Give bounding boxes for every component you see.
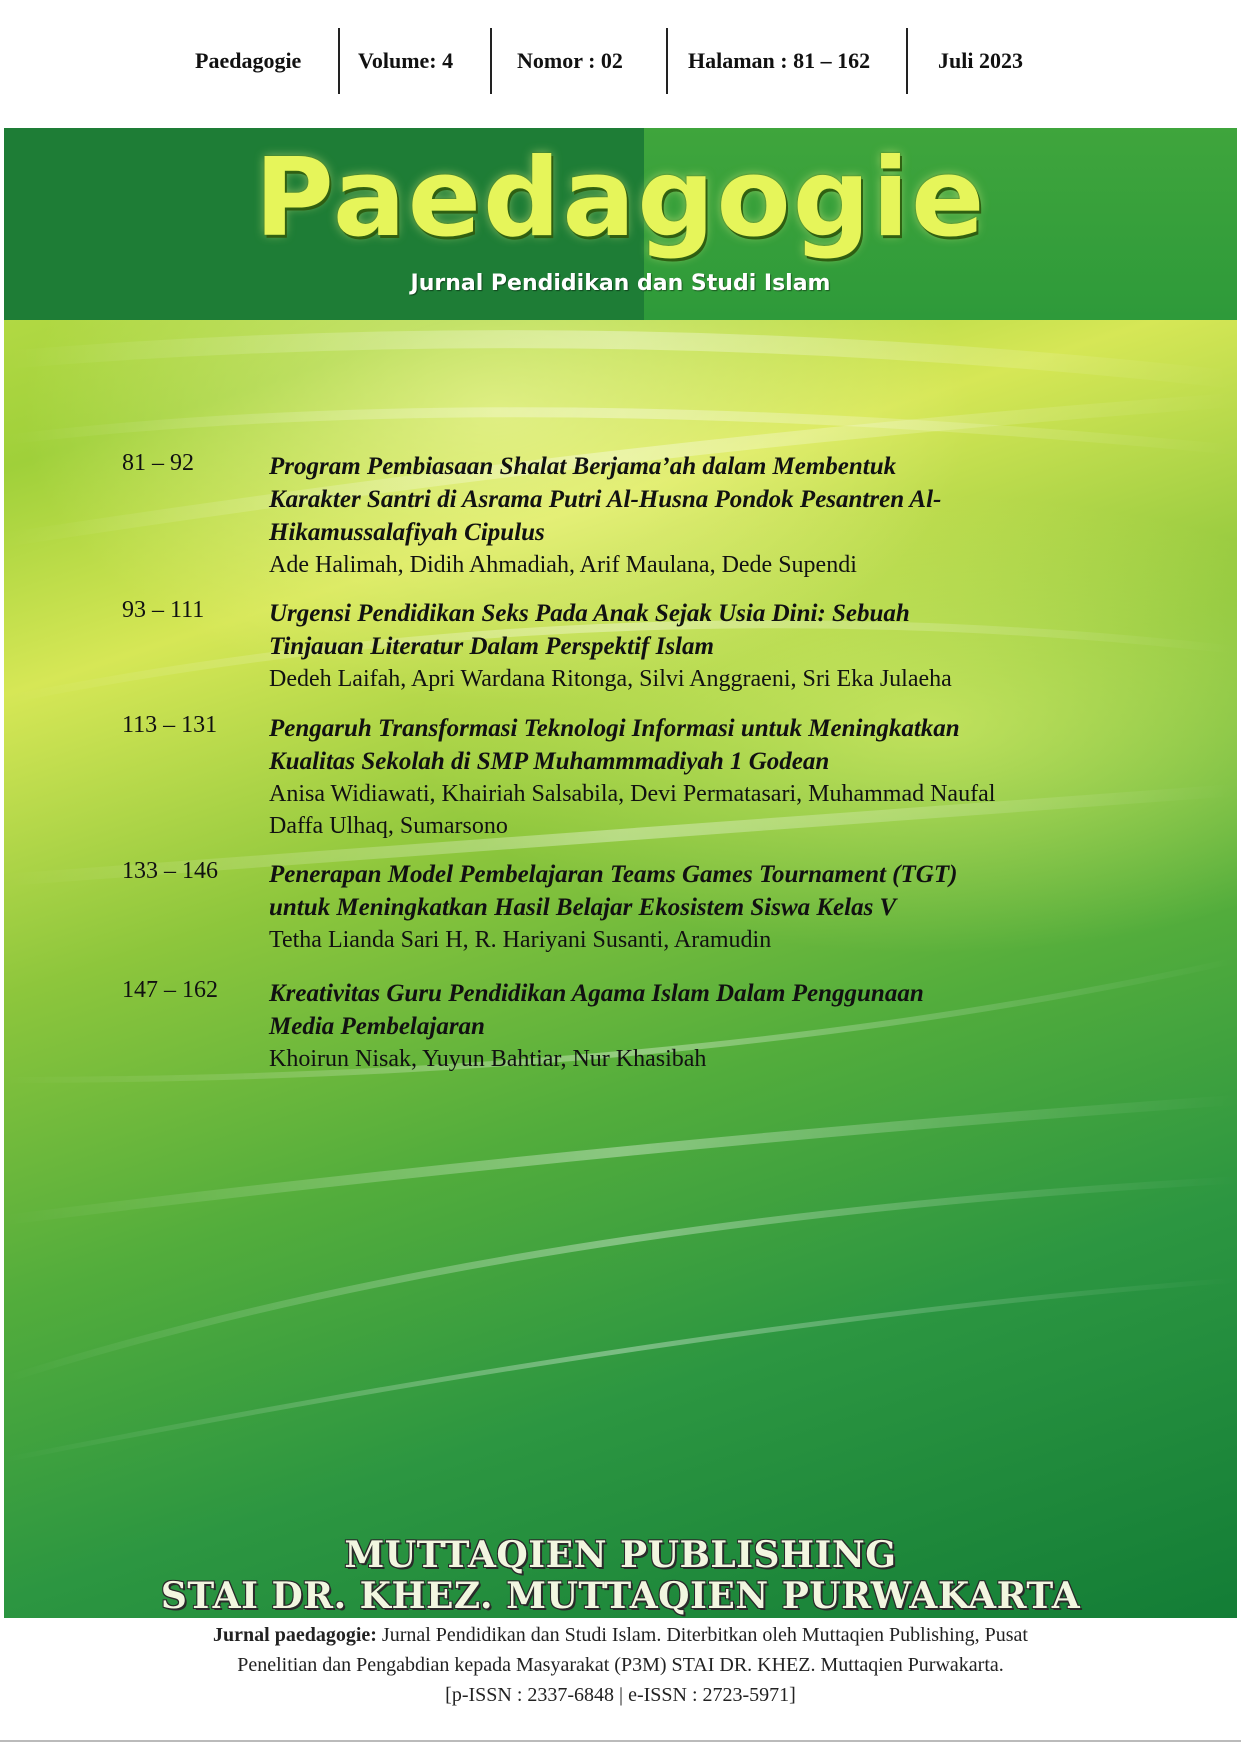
article-title: Program Pembiasaan Shalat Berjama’ah dalam Membentuk Karakter Santri di Asrama Putri Al-Husna Pondok Pesantren Al- Hikamussalafiyah Cipulus	[269, 453, 942, 546]
article-pages: 113 – 131	[122, 712, 218, 738]
publisher-name: MUTTAQIEN PUBLISHING	[344, 1534, 897, 1576]
bottom-divider	[0, 1740, 1241, 1742]
header-divider	[338, 28, 340, 94]
article-title: Urgensi Pendidikan Seks Pada Anak Sejak Usia Dini: Sebuah Tinjauan Literatur Dalam Perspektif Islam	[269, 600, 910, 660]
article-pages: 147 – 162	[122, 977, 218, 1003]
cover-subtitle: Jurnal Pendidikan dan Studi Islam	[410, 271, 831, 296]
article-pages: 81 – 92	[122, 450, 194, 476]
header-number: Nomor : 02	[517, 48, 623, 73]
article-title: Penerapan Model Pembelajaran Teams Games Tournament (TGT) untuk Meningkatkan Hasil Belajar Ekosistem Siswa Kelas V	[269, 861, 958, 921]
footer-line-1-text: Jurnal Pendidikan dan Studi Islam. Diterbitkan oleh Muttaqien Publishing, Pusat	[376, 1624, 1028, 1646]
header-divider	[490, 28, 492, 94]
footer-line-2: Penelitian dan Pengabdian kepada Masyarakat (P3M) STAI DR. KHEZ. Muttaqien Purwakarta.	[237, 1654, 1004, 1676]
header-journal-name: Paedagogie	[195, 48, 302, 73]
header-volume: Volume: 4	[358, 48, 454, 73]
footer-line-1	[0, 1620, 1241, 1650]
cover-title: Paedagogie	[254, 136, 987, 261]
footer-issn: [p-ISSN : 2337-6848 | e-ISSN : 2723-5971]	[445, 1684, 796, 1706]
article-pages: 93 – 111	[122, 597, 205, 623]
article-title: Kreativitas Guru Pendidikan Agama Islam Dalam Penggunaan Media Pembelajaran	[269, 980, 924, 1040]
header-pages: Halaman : 81 – 162	[688, 48, 871, 73]
journal-footer	[0, 1620, 1241, 1710]
header-date: Juli 2023	[938, 48, 1023, 73]
article-pages: 133 – 146	[122, 858, 218, 884]
article-authors: Khoirun Nisak, Yuyun Bahtiar, Nur Khasibah	[269, 1046, 707, 1072]
article-authors: Dedeh Laifah, Apri Wardana Ritonga, Silvi Anggraeni, Sri Eka Julaeha	[269, 666, 952, 692]
article-authors: Ade Halimah, Didih Ahmadiah, Arif Maulana, Dede Supendi	[269, 552, 857, 578]
article-authors: Tetha Lianda Sari H, R. Hariyani Susanti, Aramudin	[269, 927, 772, 953]
article-title: Pengaruh Transformasi Teknologi Informasi untuk Meningkatkan Kualitas Sekolah di SMP Muhammmadiyah 1 Godean	[269, 715, 960, 775]
header-divider	[906, 28, 908, 94]
header-divider	[666, 28, 668, 94]
journal-info-header	[0, 0, 1241, 128]
publisher-institution: STAI DR. KHEZ. MUTTAQIEN PURWAKARTA	[160, 1575, 1081, 1617]
article-authors: Anisa Widiawati, Khairiah Salsabila, Devi Permatasari, Muhammad Naufal Daffa Ulhaq, Sumarsono	[269, 781, 996, 839]
journal-cover	[4, 128, 1237, 1618]
footer-bold-lead: Jurnal paedagogie:	[213, 1624, 377, 1646]
